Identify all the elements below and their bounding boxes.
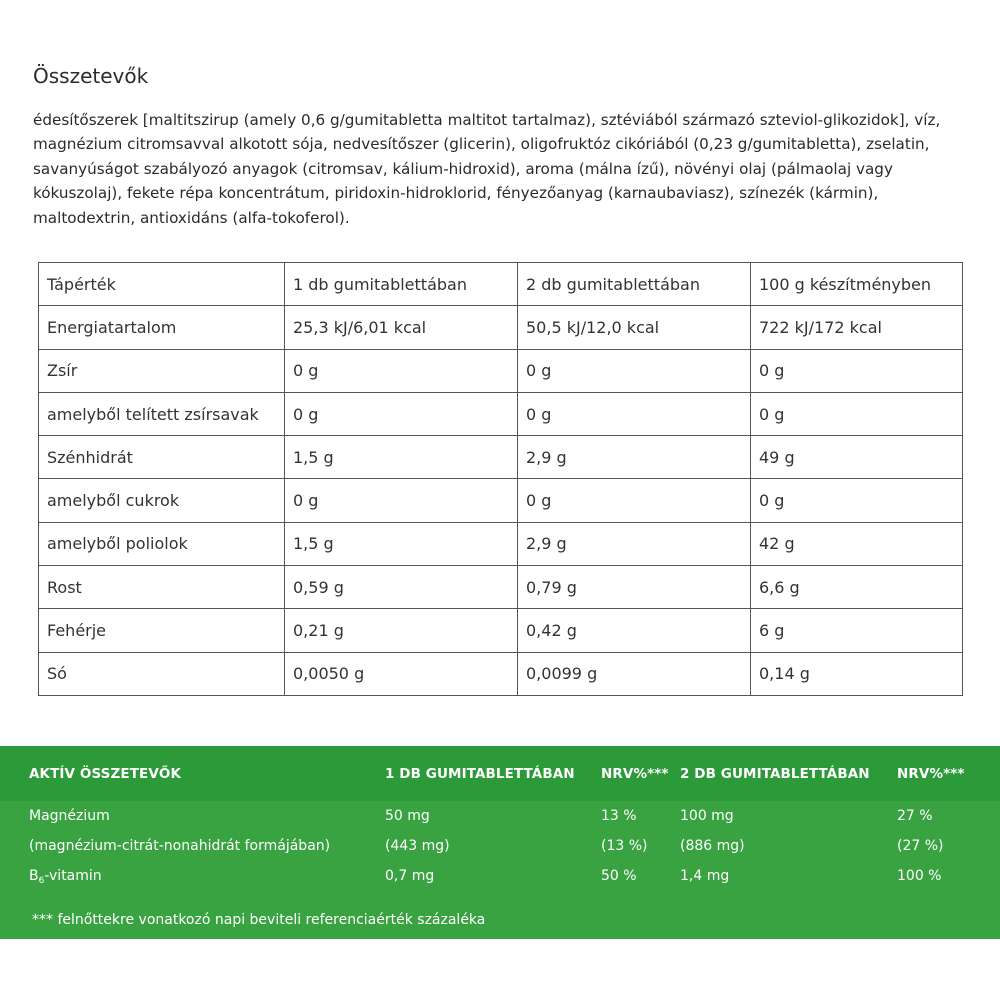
nutrient-value: 2,9 g: [518, 522, 751, 565]
nutrition-header-cell: 1 db gumitablettában: [285, 263, 518, 306]
ingredients-text: édesítőszerek [maltitszirup (amely 0,6 g/gumitabletta maltitot tartalmaz), sztéviából származó szteviol-glikozidok], víz, magnézium citromsavval alkotott sója, nedvesítőszer (glicerin), oligofruktóz cikóriából (0,23 g/gumitabletta), zselatin, savanyúságot szabályozó anyagok (citromsav, kálium-hidroxid), aroma (málna ízű), növényi olaj (pálmaolaj vagy kókuszolaj), fekete répa koncentrátum, piridoxin-hidroklorid, fényezőanyag (karnaubaviasz), színezék (kármin), maltodextrin, antioxidáns (alfa-tokoferol).: [33, 111, 941, 227]
active-cell: (886 mg): [680, 838, 745, 854]
active-cell: (magnézium-citrát-nonahidrát formájában): [29, 838, 331, 854]
nutrient-value: 0 g: [751, 349, 963, 392]
active-header-nrv-2: NRV%***: [897, 766, 965, 782]
nutrient-name: Zsír: [39, 349, 285, 392]
active-row-magnesium: [0, 802, 1000, 832]
nutrient-value: 0 g: [751, 479, 963, 522]
nutrient-value: 0 g: [751, 392, 963, 435]
active-row-magnesium-citrate: [0, 832, 1000, 862]
nutrient-name: amelyből cukrok: [39, 479, 285, 522]
nutrient-value: 0 g: [518, 392, 751, 435]
nutrition-row: [39, 609, 963, 652]
nutrient-value: 6 g: [751, 609, 963, 652]
nutrient-value: 1,5 g: [285, 436, 518, 479]
active-cell: 27 %: [897, 808, 933, 824]
nutrient-name: Rost: [39, 566, 285, 609]
active-cell: 13 %: [601, 808, 637, 824]
nutrient-value: 0,0099 g: [518, 652, 751, 695]
active-cell: (13 %): [601, 838, 648, 854]
active-cell: 100 %: [897, 868, 942, 884]
active-cell: (443 mg): [385, 838, 450, 854]
nutrient-name: Szénhidrát: [39, 436, 285, 479]
nutrient-value: 0 g: [285, 349, 518, 392]
nutrient-value: 0,14 g: [751, 652, 963, 695]
active-header-1-tablet: 1 DB GUMITABLETTÁBAN: [385, 766, 575, 782]
nutrient-value: 49 g: [751, 436, 963, 479]
b6-suffix: -vitamin: [44, 868, 102, 884]
ingredients-heading: Összetevők: [33, 64, 149, 88]
nutrient-value: 2,9 g: [518, 436, 751, 479]
active-cell: 100 mg: [680, 808, 734, 824]
nutrient-name: Fehérje: [39, 609, 285, 652]
active-ingredients-header: [0, 746, 1000, 801]
nutrient-value: 0,0050 g: [285, 652, 518, 695]
active-cell: (27 %): [897, 838, 944, 854]
nutrient-name: amelyből telített zsírsavak: [39, 392, 285, 435]
nutrition-row: [39, 479, 963, 522]
nutrient-name: Só: [39, 652, 285, 695]
nutrition-header-cell: 2 db gumitablettában: [518, 263, 751, 306]
nrv-footnote: *** felnőttekre vonatkozó napi beviteli referenciaérték százaléka: [32, 912, 486, 928]
nutrient-value: 25,3 kJ/6,01 kcal: [285, 306, 518, 349]
nutrient-value: 0 g: [518, 349, 751, 392]
active-cell: Magnézium: [29, 808, 110, 824]
nutrition-row: [39, 436, 963, 479]
nutrition-row: [39, 652, 963, 695]
nutrition-table: [38, 262, 963, 696]
nutrient-value: 6,6 g: [751, 566, 963, 609]
nutrient-value: 0 g: [285, 392, 518, 435]
nutrient-value: 0,59 g: [285, 566, 518, 609]
active-header-ingredient: AKTÍV ÖSSZETEVŐK: [29, 766, 182, 782]
nutrient-value: 1,5 g: [285, 522, 518, 565]
nutrition-header-cell: 100 g készítményben: [751, 263, 963, 306]
active-header-nrv-1: NRV%***: [601, 766, 669, 782]
nutrient-name: amelyből poliolok: [39, 522, 285, 565]
active-row-b6-vitamin: [0, 862, 1000, 892]
nutrition-row: [39, 566, 963, 609]
nutrient-value: 0,79 g: [518, 566, 751, 609]
b6-subscript: 6: [38, 876, 45, 886]
nutrition-row: [39, 392, 963, 435]
nutrient-value: 0 g: [285, 479, 518, 522]
nutrient-value: 0,42 g: [518, 609, 751, 652]
b6-letter: B: [29, 868, 39, 884]
nutrition-header-row: [39, 263, 963, 306]
active-cell: 50 mg: [385, 808, 430, 824]
nutrient-value: 0,21 g: [285, 609, 518, 652]
active-cell: 1,4 mg: [680, 868, 730, 884]
nutrient-value: 42 g: [751, 522, 963, 565]
active-header-2-tablets: 2 DB GUMITABLETTÁBAN: [680, 766, 870, 782]
nutrition-row: [39, 522, 963, 565]
nutrition-header-cell: Tápérték: [39, 263, 285, 306]
nutrition-row: [39, 349, 963, 392]
nutrition-row: [39, 306, 963, 349]
nutrient-value: 50,5 kJ/12,0 kcal: [518, 306, 751, 349]
active-ingredients-panel: [0, 746, 1000, 939]
nutrient-value: 0 g: [518, 479, 751, 522]
active-cell: 50 %: [601, 868, 637, 884]
nutrient-name: Energiatartalom: [39, 306, 285, 349]
active-cell: 0,7 mg: [385, 868, 435, 884]
nutrient-value: 722 kJ/172 kcal: [751, 306, 963, 349]
b6-vitamin-label: [29, 868, 102, 886]
